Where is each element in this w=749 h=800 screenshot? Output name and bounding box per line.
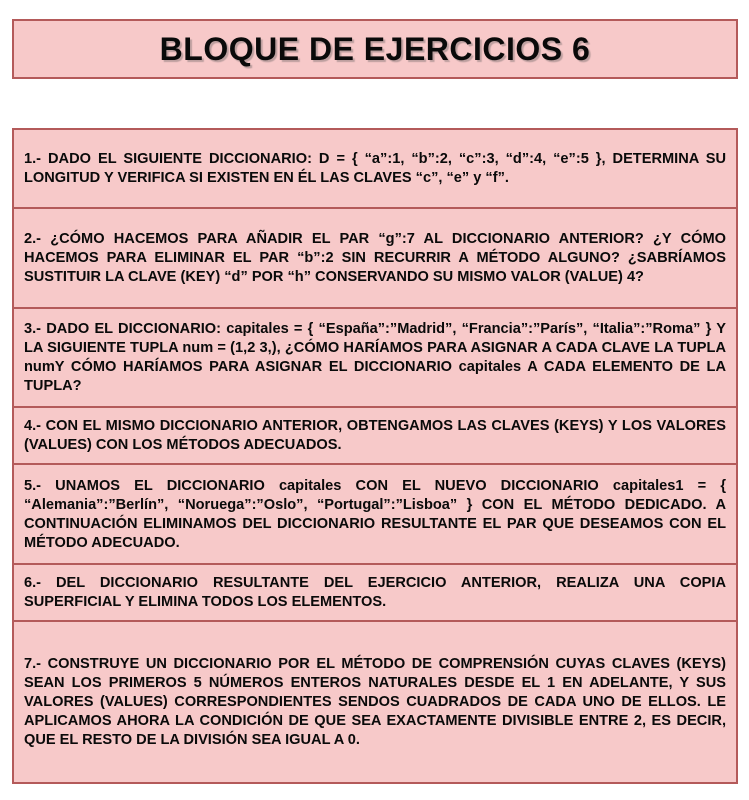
exercise-6 bbox=[14, 565, 736, 622]
exercise-1-text: 1.- DADO EL SIGUIENTE DICCIONARIO: D = { “a”:1, “b”:2, “c”:3, “d”:4, “e”:5 }, DETERMINA SU LONGITUD Y VERIFICA SI EXISTEN EN ÉL LAS CLAVES “c”, “e” y “f”. bbox=[24, 151, 726, 186]
exercise-2-text: 2.- ¿CÓMO HACEMOS PARA AÑADIR EL PAR “g”:7 AL DICCIONARIO ANTERIOR? ¿Y CÓMO HACEMOS PARA ELIMINAR EL PAR “b”:2 SIN RECURRIR A MÉTODO ALGUNO? ¿SABRÍAMOS SUSTITUIR LA CLAVE (KEY) “d” POR “h” CONSERVANDO SU MISMO VALOR (VALUE) 4? bbox=[24, 231, 726, 285]
exercise-7 bbox=[14, 622, 736, 782]
exercise-4 bbox=[14, 408, 736, 465]
exercise-5 bbox=[14, 465, 736, 565]
exercise-4-text: 4.- CON EL MISMO DICCIONARIO ANTERIOR, OBTENGAMOS LAS CLAVES (KEYS) Y LOS VALORES (VALUES) CON LOS MÉTODOS ADECUADOS. bbox=[24, 418, 726, 453]
exercise-6-text: 6.- DEL DICCIONARIO RESULTANTE DEL EJERCICIO ANTERIOR, REALIZA UNA COPIA SUPERFICIAL Y ELIMINA TODOS LOS ELEMENTOS. bbox=[24, 575, 726, 610]
exercise-2 bbox=[14, 209, 736, 309]
exercise-1 bbox=[14, 130, 736, 209]
exercise-3-text: 3.- DADO EL DICCIONARIO: capitales = { “España”:”Madrid”, “Francia”:”París”, “Italia”:”Roma” } Y LA SIGUIENTE TUPLA num = (1,2 3,), ¿CÓMO HARÍAMOS PARA ASIGNAR A CADA CLAVE LA TUPLA numY CÓMO HARÍAMOS PARA ASIGNAR EL DICCIONARIO capitales A CADA ELEMENTO DE LA TUPLA? bbox=[24, 321, 726, 394]
title-banner bbox=[12, 19, 738, 79]
exercise-list bbox=[12, 128, 738, 784]
exercise-3 bbox=[14, 309, 736, 408]
exercise-7-text: 7.- CONSTRUYE UN DICCIONARIO POR EL MÉTODO DE COMPRENSIÓN CUYAS CLAVES (KEYS) SEAN LOS PRIMEROS 5 NÚMEROS ENTEROS NATURALES DESDE EL 1 EN ADELANTE, Y SUS VALORES (VALUES) CORRESPONDIENTES SENDOS CUADRADOS DE CADA UNO DE ELLOS. LE APLICAMOS AHORA LA CONDICIÓN DE QUE SEA EXACTAMENTE DIVISIBLE ENTRE 2, ES DECIR, QUE EL RESTO DE LA DIVISIÓN SEA IGUAL A 0. bbox=[24, 656, 726, 748]
exercise-5-text: 5.- UNAMOS EL DICCIONARIO capitales CON EL NUEVO DICCIONARIO capitales1 = { “Alemania”:”Berlín”, “Noruega”:”Oslo”, “Portugal”:”Lisboa” } CON EL MÉTODO DEDICADO. A CONTINUACIÓN ELIMINAMOS DEL DICCIONARIO RESULTANTE EL PAR QUE DESEAMOS CON EL MÉTODO ADECUADO. bbox=[24, 477, 726, 551]
page-title: BLOQUE DE EJERCICIOS 6 bbox=[159, 30, 591, 67]
